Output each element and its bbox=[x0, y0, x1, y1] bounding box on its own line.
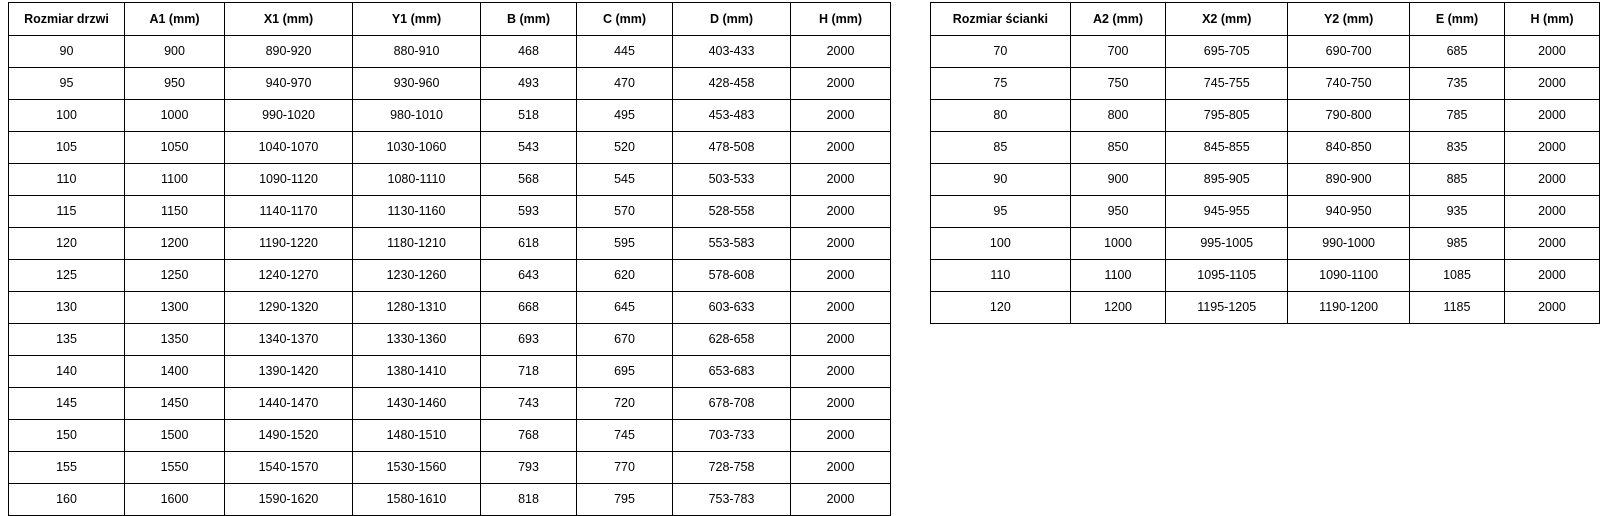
table-cell: 595 bbox=[577, 228, 673, 260]
table-cell: 930-960 bbox=[353, 68, 481, 100]
table-cell: 1100 bbox=[125, 164, 225, 196]
table-row bbox=[931, 100, 1600, 132]
table-cell: 2000 bbox=[1504, 228, 1599, 260]
table-cell: 518 bbox=[481, 100, 577, 132]
table-cell: 693 bbox=[481, 324, 577, 356]
table-cell: 470 bbox=[577, 68, 673, 100]
table-cell: 2000 bbox=[1504, 196, 1599, 228]
table-cell: 468 bbox=[481, 36, 577, 68]
table-cell: 2000 bbox=[791, 36, 891, 68]
table-cell: 1400 bbox=[125, 356, 225, 388]
table-cell: 1330-1360 bbox=[353, 324, 481, 356]
table-cell: 528-558 bbox=[673, 196, 791, 228]
table-row bbox=[931, 196, 1600, 228]
table-cell: 1095-1105 bbox=[1166, 260, 1288, 292]
table-cell: 1590-1620 bbox=[225, 484, 353, 516]
doors-table-body bbox=[9, 36, 891, 516]
table-row bbox=[9, 260, 891, 292]
table-header-row bbox=[9, 3, 891, 36]
table-cell: 880-910 bbox=[353, 36, 481, 68]
table-cell: 1230-1260 bbox=[353, 260, 481, 292]
table-row bbox=[931, 228, 1600, 260]
table-cell: 1085 bbox=[1410, 260, 1505, 292]
column-header: A1 (mm) bbox=[125, 3, 225, 36]
table-cell: 840-850 bbox=[1288, 132, 1410, 164]
table-cell: 740-750 bbox=[1288, 68, 1410, 100]
table-cell: 940-950 bbox=[1288, 196, 1410, 228]
column-header: E (mm) bbox=[1410, 3, 1505, 36]
table-cell: 945-955 bbox=[1166, 196, 1288, 228]
table-row bbox=[931, 36, 1600, 68]
table-cell: 753-783 bbox=[673, 484, 791, 516]
walls-table-container bbox=[930, 2, 1600, 324]
table-cell: 1490-1520 bbox=[225, 420, 353, 452]
table-cell: 150 bbox=[9, 420, 125, 452]
table-cell: 593 bbox=[481, 196, 577, 228]
table-cell: 720 bbox=[577, 388, 673, 420]
table-cell: 120 bbox=[931, 292, 1071, 324]
table-cell: 1600 bbox=[125, 484, 225, 516]
table-cell: 728-758 bbox=[673, 452, 791, 484]
table-cell: 110 bbox=[931, 260, 1071, 292]
table-cell: 90 bbox=[9, 36, 125, 68]
table-row bbox=[931, 292, 1600, 324]
table-cell: 653-683 bbox=[673, 356, 791, 388]
table-cell: 1180-1210 bbox=[353, 228, 481, 260]
table-cell: 553-583 bbox=[673, 228, 791, 260]
table-cell: 990-1000 bbox=[1288, 228, 1410, 260]
table-cell: 2000 bbox=[791, 132, 891, 164]
table-cell: 935 bbox=[1410, 196, 1505, 228]
column-header: Rozmiar drzwi bbox=[9, 3, 125, 36]
table-cell: 1090-1120 bbox=[225, 164, 353, 196]
table-cell: 160 bbox=[9, 484, 125, 516]
table-cell: 603-633 bbox=[673, 292, 791, 324]
table-cell: 768 bbox=[481, 420, 577, 452]
table-row bbox=[9, 388, 891, 420]
table-cell: 1480-1510 bbox=[353, 420, 481, 452]
column-header: A2 (mm) bbox=[1070, 3, 1166, 36]
table-cell: 2000 bbox=[791, 260, 891, 292]
table-cell: 1430-1460 bbox=[353, 388, 481, 420]
table-cell: 568 bbox=[481, 164, 577, 196]
table-cell: 520 bbox=[577, 132, 673, 164]
table-cell: 1500 bbox=[125, 420, 225, 452]
table-cell: 628-658 bbox=[673, 324, 791, 356]
table-cell: 750 bbox=[1070, 68, 1166, 100]
table-cell: 543 bbox=[481, 132, 577, 164]
table-cell: 100 bbox=[9, 100, 125, 132]
table-cell: 950 bbox=[1070, 196, 1166, 228]
table-cell: 900 bbox=[125, 36, 225, 68]
table-cell: 793 bbox=[481, 452, 577, 484]
table-cell: 1100 bbox=[1070, 260, 1166, 292]
column-header: B (mm) bbox=[481, 3, 577, 36]
table-cell: 645 bbox=[577, 292, 673, 324]
table-cell: 1200 bbox=[1070, 292, 1166, 324]
column-header: C (mm) bbox=[577, 3, 673, 36]
table-cell: 2000 bbox=[1504, 292, 1599, 324]
table-cell: 1140-1170 bbox=[225, 196, 353, 228]
table-cell: 2000 bbox=[1504, 100, 1599, 132]
table-cell: 1200 bbox=[125, 228, 225, 260]
column-header: Y1 (mm) bbox=[353, 3, 481, 36]
table-cell: 578-608 bbox=[673, 260, 791, 292]
table-cell: 800 bbox=[1070, 100, 1166, 132]
table-cell: 1130-1160 bbox=[353, 196, 481, 228]
doors-table-header bbox=[9, 3, 891, 36]
table-cell: 885 bbox=[1410, 164, 1505, 196]
column-header: D (mm) bbox=[673, 3, 791, 36]
table-cell: 2000 bbox=[791, 292, 891, 324]
table-cell: 1195-1205 bbox=[1166, 292, 1288, 324]
table-cell: 743 bbox=[481, 388, 577, 420]
table-cell: 695-705 bbox=[1166, 36, 1288, 68]
table-cell: 900 bbox=[1070, 164, 1166, 196]
table-cell: 668 bbox=[481, 292, 577, 324]
table-cell: 2000 bbox=[791, 100, 891, 132]
table-cell: 2000 bbox=[791, 68, 891, 100]
table-cell: 890-900 bbox=[1288, 164, 1410, 196]
table-cell: 845-855 bbox=[1166, 132, 1288, 164]
table-cell: 695 bbox=[577, 356, 673, 388]
column-header: X2 (mm) bbox=[1166, 3, 1288, 36]
table-cell: 1340-1370 bbox=[225, 324, 353, 356]
table-cell: 95 bbox=[931, 196, 1071, 228]
table-cell: 795 bbox=[577, 484, 673, 516]
table-row bbox=[9, 68, 891, 100]
table-cell: 1240-1270 bbox=[225, 260, 353, 292]
column-header: Rozmiar ścianki bbox=[931, 3, 1071, 36]
table-cell: 1350 bbox=[125, 324, 225, 356]
table-cell: 2000 bbox=[1504, 260, 1599, 292]
table-cell: 1050 bbox=[125, 132, 225, 164]
table-cell: 110 bbox=[9, 164, 125, 196]
table-cell: 2000 bbox=[791, 196, 891, 228]
table-cell: 1000 bbox=[125, 100, 225, 132]
table-cell: 120 bbox=[9, 228, 125, 260]
table-cell: 75 bbox=[931, 68, 1071, 100]
table-cell: 1290-1320 bbox=[225, 292, 353, 324]
table-cell: 1190-1200 bbox=[1288, 292, 1410, 324]
column-header: Y2 (mm) bbox=[1288, 3, 1410, 36]
table-cell: 735 bbox=[1410, 68, 1505, 100]
table-cell: 1185 bbox=[1410, 292, 1505, 324]
table-cell: 1030-1060 bbox=[353, 132, 481, 164]
table-cell: 1000 bbox=[1070, 228, 1166, 260]
table-cell: 155 bbox=[9, 452, 125, 484]
table-cell: 818 bbox=[481, 484, 577, 516]
table-cell: 130 bbox=[9, 292, 125, 324]
table-row bbox=[931, 260, 1600, 292]
table-row bbox=[9, 420, 891, 452]
table-cell: 140 bbox=[9, 356, 125, 388]
table-cell: 2000 bbox=[1504, 36, 1599, 68]
table-cell: 2000 bbox=[1504, 132, 1599, 164]
table-cell: 135 bbox=[9, 324, 125, 356]
table-cell: 403-433 bbox=[673, 36, 791, 68]
table-cell: 1540-1570 bbox=[225, 452, 353, 484]
table-cell: 985 bbox=[1410, 228, 1505, 260]
table-cell: 2000 bbox=[791, 420, 891, 452]
table-cell: 745-755 bbox=[1166, 68, 1288, 100]
table-cell: 745 bbox=[577, 420, 673, 452]
table-cell: 2000 bbox=[791, 164, 891, 196]
table-cell: 1150 bbox=[125, 196, 225, 228]
walls-table bbox=[930, 2, 1600, 324]
table-cell: 990-1020 bbox=[225, 100, 353, 132]
table-cell: 1530-1560 bbox=[353, 452, 481, 484]
table-row bbox=[9, 356, 891, 388]
table-cell: 770 bbox=[577, 452, 673, 484]
table-cell: 428-458 bbox=[673, 68, 791, 100]
table-cell: 2000 bbox=[791, 228, 891, 260]
doors-table-container bbox=[8, 2, 891, 516]
doors-table bbox=[8, 2, 891, 516]
table-cell: 890-920 bbox=[225, 36, 353, 68]
table-cell: 105 bbox=[9, 132, 125, 164]
table-cell: 80 bbox=[931, 100, 1071, 132]
table-cell: 700 bbox=[1070, 36, 1166, 68]
column-header: H (mm) bbox=[791, 3, 891, 36]
table-cell: 2000 bbox=[791, 484, 891, 516]
table-cell: 2000 bbox=[1504, 68, 1599, 100]
table-cell: 1550 bbox=[125, 452, 225, 484]
walls-table-body bbox=[931, 36, 1600, 324]
table-cell: 70 bbox=[931, 36, 1071, 68]
table-cell: 85 bbox=[931, 132, 1071, 164]
table-cell: 445 bbox=[577, 36, 673, 68]
table-cell: 2000 bbox=[791, 324, 891, 356]
table-cell: 2000 bbox=[1504, 164, 1599, 196]
table-cell: 1280-1310 bbox=[353, 292, 481, 324]
table-cell: 125 bbox=[9, 260, 125, 292]
table-row bbox=[931, 164, 1600, 196]
table-cell: 643 bbox=[481, 260, 577, 292]
table-cell: 690-700 bbox=[1288, 36, 1410, 68]
table-cell: 145 bbox=[9, 388, 125, 420]
table-cell: 2000 bbox=[791, 388, 891, 420]
table-cell: 618 bbox=[481, 228, 577, 260]
table-cell: 478-508 bbox=[673, 132, 791, 164]
table-cell: 670 bbox=[577, 324, 673, 356]
table-cell: 790-800 bbox=[1288, 100, 1410, 132]
table-cell: 115 bbox=[9, 196, 125, 228]
table-cell: 940-970 bbox=[225, 68, 353, 100]
table-cell: 1300 bbox=[125, 292, 225, 324]
table-row bbox=[9, 132, 891, 164]
table-row bbox=[9, 484, 891, 516]
table-cell: 1040-1070 bbox=[225, 132, 353, 164]
table-cell: 570 bbox=[577, 196, 673, 228]
table-cell: 503-533 bbox=[673, 164, 791, 196]
table-row bbox=[9, 228, 891, 260]
table-cell: 1450 bbox=[125, 388, 225, 420]
table-cell: 850 bbox=[1070, 132, 1166, 164]
table-cell: 685 bbox=[1410, 36, 1505, 68]
table-cell: 1580-1610 bbox=[353, 484, 481, 516]
table-row bbox=[9, 196, 891, 228]
table-cell: 1440-1470 bbox=[225, 388, 353, 420]
column-header: X1 (mm) bbox=[225, 3, 353, 36]
table-row bbox=[9, 452, 891, 484]
table-cell: 90 bbox=[931, 164, 1071, 196]
table-cell: 1390-1420 bbox=[225, 356, 353, 388]
table-cell: 950 bbox=[125, 68, 225, 100]
table-cell: 495 bbox=[577, 100, 673, 132]
table-cell: 1080-1110 bbox=[353, 164, 481, 196]
table-cell: 95 bbox=[9, 68, 125, 100]
table-row bbox=[9, 36, 891, 68]
table-row bbox=[9, 164, 891, 196]
table-cell: 835 bbox=[1410, 132, 1505, 164]
table-cell: 100 bbox=[931, 228, 1071, 260]
table-cell: 1190-1220 bbox=[225, 228, 353, 260]
table-cell: 453-483 bbox=[673, 100, 791, 132]
table-cell: 703-733 bbox=[673, 420, 791, 452]
table-cell: 718 bbox=[481, 356, 577, 388]
table-header-row bbox=[931, 3, 1600, 36]
table-cell: 895-905 bbox=[1166, 164, 1288, 196]
table-row bbox=[9, 292, 891, 324]
table-cell: 2000 bbox=[791, 356, 891, 388]
table-cell: 1250 bbox=[125, 260, 225, 292]
table-row bbox=[9, 100, 891, 132]
table-row bbox=[9, 324, 891, 356]
walls-table-header bbox=[931, 3, 1600, 36]
table-cell: 620 bbox=[577, 260, 673, 292]
table-cell: 795-805 bbox=[1166, 100, 1288, 132]
table-cell: 493 bbox=[481, 68, 577, 100]
table-cell: 2000 bbox=[791, 452, 891, 484]
table-cell: 785 bbox=[1410, 100, 1505, 132]
table-cell: 980-1010 bbox=[353, 100, 481, 132]
table-cell: 545 bbox=[577, 164, 673, 196]
table-row bbox=[931, 68, 1600, 100]
table-cell: 678-708 bbox=[673, 388, 791, 420]
table-cell: 1090-1100 bbox=[1288, 260, 1410, 292]
table-cell: 995-1005 bbox=[1166, 228, 1288, 260]
table-row bbox=[931, 132, 1600, 164]
column-header: H (mm) bbox=[1504, 3, 1599, 36]
table-cell: 1380-1410 bbox=[353, 356, 481, 388]
